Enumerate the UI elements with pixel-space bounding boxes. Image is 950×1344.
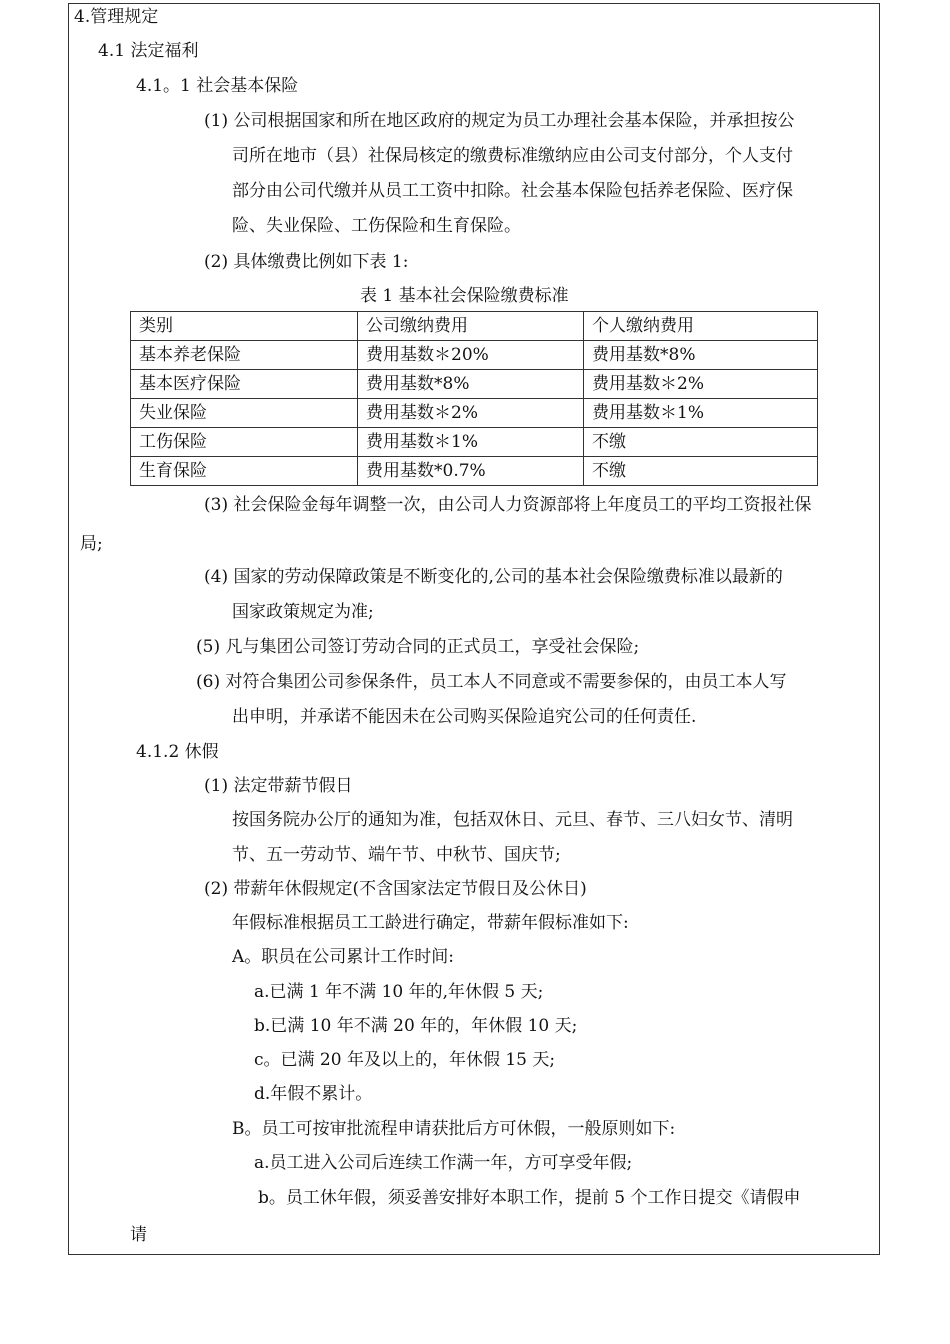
subsubsection-heading: 4.1。1 社会基本保险 [136,76,299,96]
table-cell: 费用基数＊2% [358,399,584,428]
table-cell: 基本养老保险 [131,341,358,370]
paragraph-line: 出申明，并承诺不能因未在公司购买保险追究公司的任何责任. [232,707,697,727]
table-cell: 费用基数*8% [358,370,584,399]
paragraph-line: (4) 国家的劳动保障政策是不断变化的,公司的基本社会保险缴费标准以最新的 [204,567,783,587]
paragraph-line: 按国务院办公厅的通知为准，包括双休日、元旦、春节、三八妇女节、清明 [232,810,793,830]
paragraph-line: (1) 公司根据国家和所在地区政府的规定为员工办理社会基本保险，并承担按公 [204,111,795,131]
list-item: b.已满 10 年不满 20 年的，年休假 10 天; [254,1016,578,1036]
paragraph-line: 请 [130,1225,147,1245]
table-cell: 不缴 [584,457,818,486]
table-cell: 失业保险 [131,399,358,428]
list-heading: A。职员在公司累计工作时间: [232,947,455,967]
list-item: b。员工休年假，须妥善安排好本职工作，提前 5 个工作日提交《请假申 [258,1188,801,1208]
table-header-cell: 公司缴纳费用 [358,312,584,341]
list-heading: B。员工可按审批流程申请获批后方可休假，一般原则如下: [232,1119,676,1139]
table-row [131,341,818,370]
section-heading: 4.管理规定 [74,7,159,27]
table-cell: 费用基数*8% [584,341,818,370]
table-cell: 生育保险 [131,457,358,486]
table-row [131,399,818,428]
table-header-row [131,312,818,341]
paragraph-line: (6) 对符合集团公司参保条件，员工本人不同意或不需要参保的，由员工本人写 [196,672,787,692]
table-cell: 费用基数*0.7% [358,457,584,486]
table-header-cell: 个人缴纳费用 [584,312,818,341]
subsubsection-heading: 4.1.2 休假 [136,742,219,762]
table-cell: 费用基数＊20% [358,341,584,370]
paragraph-line: 局; [80,534,103,554]
paragraph-line: 节、五一劳动节、端午节、中秋节、国庆节; [232,845,561,865]
table-header-cell: 类别 [131,312,358,341]
table-cell: 不缴 [584,428,818,457]
table-cell: 基本医疗保险 [131,370,358,399]
list-item: d.年假不累计。 [254,1084,373,1104]
table-row [131,428,818,457]
paragraph-line: 部分由公司代缴并从员工工资中扣除。社会基本保险包括养老保险、医疗保 [232,181,793,201]
table-caption: 表 1 基本社会保险缴费标准 [360,286,569,306]
table-cell: 费用基数＊1% [584,399,818,428]
paragraph-line: (5) 凡与集团公司签订劳动合同的正式员工，享受社会保险; [196,637,640,657]
table-row [131,457,818,486]
paragraph-line: (2) 带薪年休假规定(不含国家法定节假日及公休日) [204,879,587,899]
subsection-heading: 4.1 法定福利 [98,41,199,61]
list-item: a.已满 1 年不满 10 年的,年休假 5 天; [254,982,544,1002]
table-cell: 工伤保险 [131,428,358,457]
table-row [131,370,818,399]
insurance-table [130,311,818,486]
paragraph-line: (2) 具体缴费比例如下表 1: [204,252,409,272]
table-cell: 费用基数＊1% [358,428,584,457]
list-item: c。已满 20 年及以上的，年休假 15 天; [254,1050,556,1070]
paragraph-line: (1) 法定带薪节假日 [204,776,353,796]
list-item: a.员工进入公司后连续工作满一年，方可享受年假; [254,1153,633,1173]
paragraph-line: 司所在地市（县）社保局核定的缴费标准缴纳应由公司支付部分，个人支付 [232,146,793,166]
paragraph-line: (3) 社会保险金每年调整一次，由公司人力资源部将上年度员工的平均工资报社保 [204,495,812,515]
paragraph-line: 险、失业保险、工伤保险和生育保险。 [232,216,521,236]
paragraph-line: 国家政策规定为准; [232,602,374,622]
paragraph-line: 年假标准根据员工工龄进行确定，带薪年假标准如下: [232,913,629,933]
table-cell: 费用基数＊2% [584,370,818,399]
